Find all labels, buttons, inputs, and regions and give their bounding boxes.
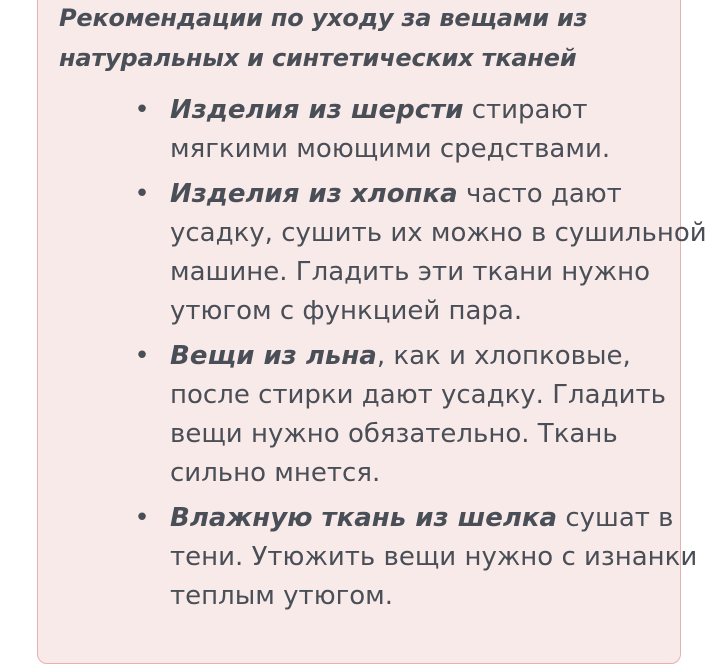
list-item: [134, 91, 710, 169]
card-title: [59, 0, 587, 78]
list-item-body: сушат в тени. Утюжить вещи нужно с изнанки теплым утюгом.: [170, 503, 698, 611]
list-item-lead: Изделия из шерсти: [170, 95, 464, 125]
list-item-lead: Влажную ткань из шелка: [170, 503, 558, 533]
card-title-line-1: Рекомендации по уходу за вещами из: [59, 4, 588, 32]
bullet-icon: •: [134, 179, 150, 209]
list-item-lead: Изделия из хлопка: [170, 179, 458, 209]
list-item: [134, 499, 710, 616]
list-item-body: часто дают усадку, сушить их можно в сушильной машине. Гладить эти ткани нужно утюгом с функцией пара.: [170, 179, 707, 326]
care-tips-list: [134, 91, 710, 622]
list-item-text: [170, 499, 710, 616]
card-title-line-2: натуральных и синтетических тканей: [59, 44, 577, 72]
list-item-text: [170, 91, 710, 169]
list-item-body: , как и хлопковые, после стирки дают усадку. Гладить вещи нужно обязательно. Ткань сильно мнется.: [170, 341, 666, 488]
bullet-icon: •: [134, 341, 150, 371]
list-item-text: [170, 175, 710, 331]
list-item: [134, 337, 710, 493]
list-item-text: [170, 337, 710, 493]
bullet-icon: •: [134, 95, 150, 125]
list-item: [134, 175, 710, 331]
list-item-body: стирают мягкими моющими средствами.: [170, 95, 611, 164]
recommendations-card: [37, 0, 707, 664]
list-item-lead: Вещи из льна: [170, 341, 377, 371]
bullet-icon: •: [134, 503, 150, 533]
